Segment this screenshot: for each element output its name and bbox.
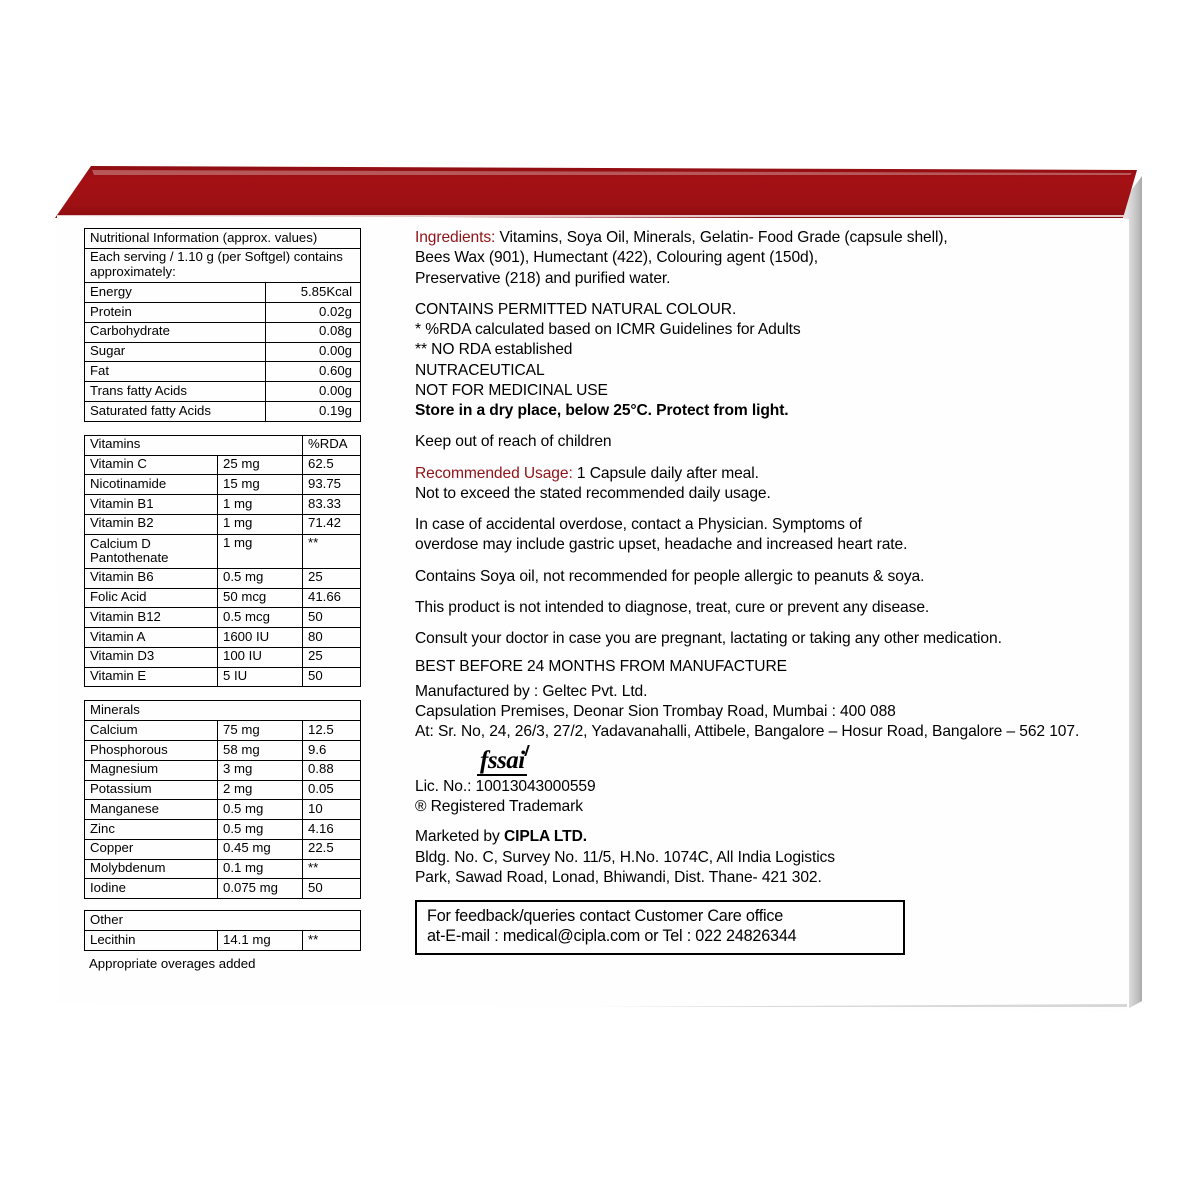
mineral-rda: 4.16	[303, 820, 361, 840]
nutrient-name: Fat	[85, 362, 266, 382]
nutrient-value: 0.02g	[266, 303, 361, 323]
ingredients-label: Ingredients:	[415, 229, 496, 246]
vitamin-amount: 25 mg	[218, 455, 303, 475]
ingredients-line-3: Preservative (218) and purified water.	[415, 269, 671, 287]
overdose-warning	[415, 515, 1091, 556]
vitamin-amount: 1 mg	[218, 495, 303, 515]
table-row	[85, 475, 361, 495]
table-row	[85, 859, 361, 879]
nutritional-information-table	[84, 228, 361, 422]
table-row	[85, 283, 361, 303]
overages-note: Appropriate overages added	[89, 955, 256, 971]
mineral-name: Magnesium	[85, 760, 218, 780]
marketed-address-line-2: Park, Sawad Road, Lonad, Bhiwandi, Dist. Thane- 421 302.	[415, 868, 822, 886]
spacer	[84, 687, 360, 700]
table-row	[85, 322, 361, 342]
vitamin-amount: 5 IU	[218, 667, 303, 687]
mineral-amount: 0.5 mg	[218, 820, 303, 840]
right-column	[415, 228, 1091, 955]
vitamin-rda: 71.42	[303, 514, 361, 534]
mineral-name: Iodine	[85, 879, 218, 899]
table-row	[85, 741, 361, 761]
table-row	[85, 362, 361, 382]
left-column	[84, 228, 360, 971]
feedback-line-1: For feedback/queries contact Customer Care office	[427, 907, 784, 926]
vitamin-rda: 41.66	[303, 588, 361, 608]
mineral-name: Potassium	[85, 780, 218, 800]
vitamin-amount: 1 mg	[218, 534, 303, 568]
nutrient-name: Energy	[85, 283, 266, 303]
nutraceutical-note: NUTRACEUTICAL	[415, 361, 545, 379]
mineral-name: Manganese	[85, 800, 218, 820]
vitamin-rda: 50	[303, 608, 361, 628]
table-row	[85, 568, 361, 588]
nutrient-value: 0.19g	[266, 402, 361, 422]
feedback-line-2: at-E-mail : medical@cipla.com or Tel : 022 24826344	[427, 927, 797, 946]
table-row	[85, 820, 361, 840]
vitamin-amount: 1600 IU	[218, 628, 303, 648]
vitamin-name: Vitamin D3	[85, 647, 218, 667]
vitamin-name: Calcium D Pantothenate	[85, 534, 218, 568]
customer-care-box	[415, 900, 905, 955]
nutrient-name: Carbohydrate	[85, 322, 266, 342]
mineral-amount: 3 mg	[218, 760, 303, 780]
registered-trademark-note: ® Registered Trademark	[415, 798, 583, 816]
nutrient-name: Trans fatty Acids	[85, 382, 266, 402]
vitamin-rda: 80	[303, 628, 361, 648]
fssai-logo	[477, 748, 527, 776]
nutrient-value: 0.00g	[266, 382, 361, 402]
mineral-name: Copper	[85, 839, 218, 859]
vitamins-header-rda: %RDA	[303, 435, 361, 455]
table-row	[85, 495, 361, 515]
mineral-amount: 2 mg	[218, 780, 303, 800]
overdose-line-2: overdose may include gastric upset, headache and increased heart rate.	[415, 536, 908, 554]
mineral-name: Calcium	[85, 721, 218, 741]
nutrient-value: 0.00g	[266, 342, 361, 362]
fssai-logo-text: fssai	[480, 746, 525, 774]
not-for-medicinal-use-note: NOT FOR MEDICINAL USE	[415, 381, 608, 399]
table-row-title	[85, 229, 361, 249]
mineral-amount: 75 mg	[218, 721, 303, 741]
mineral-amount: 58 mg	[218, 741, 303, 761]
mineral-amount: 0.1 mg	[218, 859, 303, 879]
table-row	[85, 455, 361, 475]
vitamin-amount: 50 mcg	[218, 588, 303, 608]
vitamin-name: Vitamin C	[85, 455, 218, 475]
table-row	[85, 780, 361, 800]
fssai-logo-wrap	[415, 748, 1091, 776]
table-row	[85, 800, 361, 820]
other-header-label: Other	[85, 911, 361, 931]
vitamin-rda: 62.5	[303, 455, 361, 475]
vitamin-name: Vitamin A	[85, 628, 218, 648]
nutrient-name: Sugar	[85, 342, 266, 362]
serving-size-text: Each serving / 1.10 g (per Softgel) contains approximately:	[85, 248, 361, 283]
vitamin-amount: 15 mg	[218, 475, 303, 495]
mineral-rda: 12.5	[303, 721, 361, 741]
mineral-name: Zinc	[85, 820, 218, 840]
mineral-name: Phosphorous	[85, 741, 218, 761]
vitamin-rda: 93.75	[303, 475, 361, 495]
label-content	[84, 228, 1096, 988]
nutrition-title-red: Nutritional Information	[90, 229, 220, 245]
vitamin-name: Vitamin B1	[85, 495, 218, 515]
nutrient-value: 0.60g	[266, 362, 361, 382]
table-row	[85, 588, 361, 608]
recommended-usage-paragraph	[415, 464, 1091, 505]
overdose-line-1: In case of accidental overdose, contact a Physician. Symptoms of	[415, 516, 862, 534]
disease-disclaimer: This product is not intended to diagnose, treat, cure or prevent any disease.	[415, 598, 930, 616]
vitamins-header-label: Vitamins	[85, 435, 303, 455]
other-amount: 14.1 mg	[218, 931, 303, 951]
fssai-tick-icon	[515, 745, 530, 756]
table-row	[85, 628, 361, 648]
mineral-amount: 0.5 mg	[218, 800, 303, 820]
table-row	[85, 608, 361, 628]
best-before-text: BEST BEFORE 24 MONTHS FROM MANUFACTURE	[415, 657, 787, 675]
table-row	[85, 760, 361, 780]
storage-instruction: Store in a dry place, below 25°C. Protect from light.	[415, 402, 789, 420]
vitamin-name: Vitamin B6	[85, 568, 218, 588]
mineral-amount: 0.075 mg	[218, 879, 303, 899]
table-row-serving	[85, 248, 361, 283]
vitamin-amount: 100 IU	[218, 647, 303, 667]
table-header-row	[85, 701, 361, 721]
table-header-row	[85, 435, 361, 455]
vitamin-name: Folic Acid	[85, 588, 218, 608]
spacer	[84, 899, 360, 910]
mineral-amount: 0.45 mg	[218, 839, 303, 859]
mineral-rda: 22.5	[303, 839, 361, 859]
mineral-rda: 50	[303, 879, 361, 899]
contains-natural-colour: CONTAINS PERMITTED NATURAL COLOUR.	[415, 300, 737, 318]
vitamin-amount: 0.5 mcg	[218, 608, 303, 628]
vitamin-rda: **	[303, 534, 361, 568]
nutrient-name: Protein	[85, 303, 266, 323]
keep-out-of-reach-note: Keep out of reach of children	[415, 433, 612, 451]
marketed-address-line-1: Bldg. No. C, Survey No. 11/5, H.No. 1074C, All India Logistics	[415, 848, 835, 866]
table-row	[85, 534, 361, 568]
mineral-rda: **	[303, 859, 361, 879]
minerals-table	[84, 700, 361, 899]
mineral-rda: 10	[303, 800, 361, 820]
mineral-name: Molybdenum	[85, 859, 218, 879]
vitamin-name: Vitamin E	[85, 667, 218, 687]
mineral-rda: 9.6	[303, 741, 361, 761]
soya-allergy-warning: Contains Soya oil, not recommended for people allergic to peanuts & soya.	[415, 567, 925, 585]
nutrient-value: 5.85Kcal	[266, 283, 361, 303]
marketed-by-block	[415, 827, 1091, 888]
rda-calculation-note: * %RDA calculated based on ICMR Guidelines for Adults	[415, 321, 801, 339]
vitamin-rda: 50	[303, 667, 361, 687]
table-row	[85, 721, 361, 741]
table-header-row	[85, 911, 361, 931]
nutrition-panel-title	[85, 229, 361, 249]
manufacturer-line-3: At: Sr. No, 24, 26/3, 27/2, Yadavanahalli, Attibele, Bangalore – Hosur Road, Bangalore – 562 107.	[415, 723, 1080, 741]
vitamin-rda: 25	[303, 568, 361, 588]
manufacturer-line-2: Capsulation Premises, Deonar Sion Trombay Road, Mumbai : 400 088	[415, 703, 896, 721]
table-row	[85, 402, 361, 422]
no-rda-note: ** NO RDA established	[415, 341, 573, 359]
ingredients-line-2: Bees Wax (901), Humectant (422), Colouring agent (150d),	[415, 249, 818, 267]
table-row	[85, 342, 361, 362]
licence-number: Lic. No.: 10013043000559	[415, 777, 596, 795]
nutrition-title-plain: (approx. values)	[219, 229, 318, 245]
vitamin-name: Nicotinamide	[85, 475, 218, 495]
mineral-rda: 0.88	[303, 760, 361, 780]
marketed-by-prefix: Marketed by	[415, 828, 504, 846]
table-row	[85, 514, 361, 534]
spacer	[84, 422, 360, 435]
recommended-usage-label: Recommended Usage:	[415, 464, 573, 482]
table-row	[85, 839, 361, 859]
ingredients-line-1: Vitamins, Soya Oil, Minerals, Gelatin- Food Grade (capsule shell),	[495, 229, 948, 246]
other-rda: **	[303, 931, 361, 951]
other-name: Lecithin	[85, 931, 218, 951]
other-ingredients-table	[84, 910, 361, 951]
vitamin-amount: 1 mg	[218, 514, 303, 534]
consult-doctor-note: Consult your doctor in case you are pregnant, lactating or taking any other medication.	[415, 630, 1002, 648]
nutrient-value: 0.08g	[266, 322, 361, 342]
mineral-rda: 0.05	[303, 780, 361, 800]
table-row	[85, 647, 361, 667]
marketed-by-company: CIPLA LTD.	[503, 828, 587, 846]
recommended-usage-value: 1 Capsule daily after meal.	[572, 464, 759, 482]
vitamin-rda: 83.33	[303, 495, 361, 515]
table-row	[85, 667, 361, 687]
vitamins-table	[84, 435, 361, 688]
vitamin-name: Vitamin B2	[85, 514, 218, 534]
vitamin-rda: 25	[303, 647, 361, 667]
nutrient-name: Saturated fatty Acids	[85, 402, 266, 422]
minerals-header-label: Minerals	[85, 701, 361, 721]
table-row	[85, 303, 361, 323]
ingredients-paragraph	[415, 228, 1091, 289]
usage-limit-line: Not to exceed the stated recommended daily usage.	[415, 484, 771, 502]
table-row	[85, 382, 361, 402]
manufacturer-line-1: Manufactured by : Geltec Pvt. Ltd.	[415, 682, 648, 700]
table-row	[85, 879, 361, 899]
vitamin-name: Vitamin B12	[85, 608, 218, 628]
vitamin-amount: 0.5 mg	[218, 568, 303, 588]
table-row	[85, 931, 361, 951]
